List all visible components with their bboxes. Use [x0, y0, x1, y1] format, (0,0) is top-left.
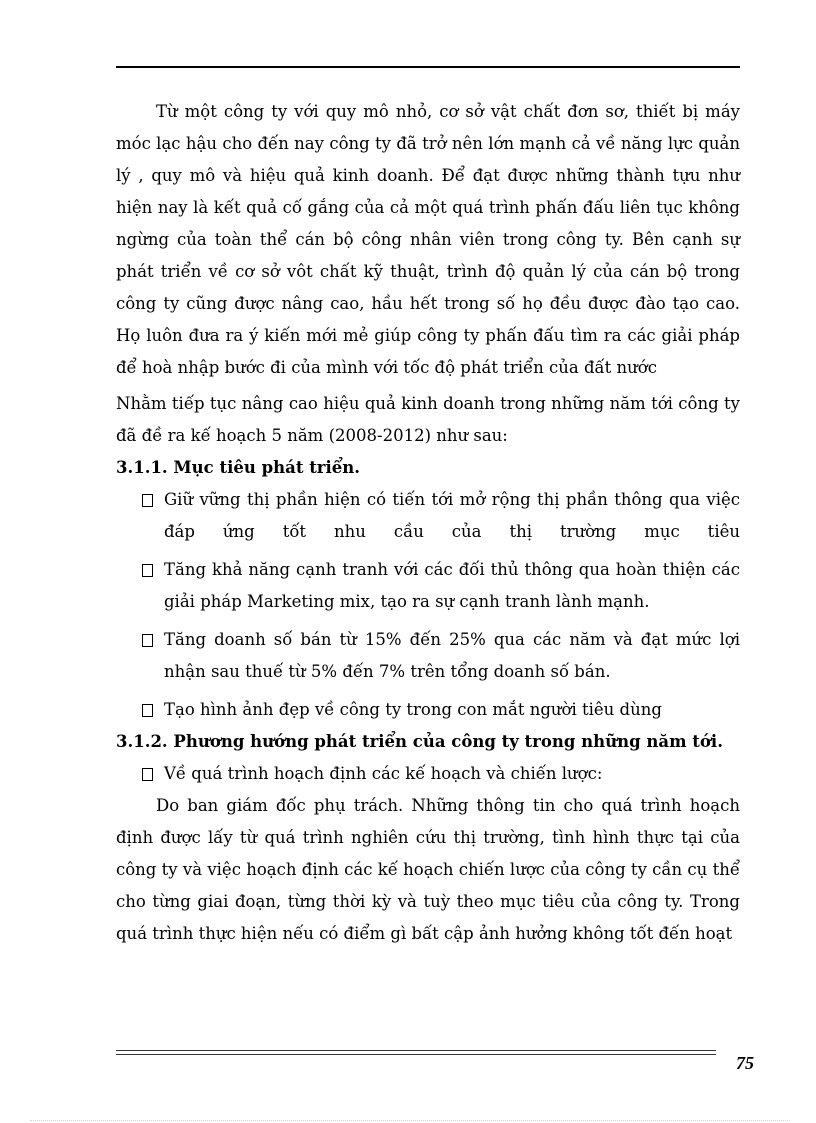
checkbox-bullet-icon	[142, 768, 153, 781]
section-311-heading: 3.1.1. Mục tiêu phát triển.	[116, 458, 361, 477]
list-item	[116, 484, 740, 548]
list-item-text: Tăng doanh số bán từ 15% đến 25% qua các năm và đạt mức lợi nhận sau thuế từ 5% đến 7% trên tổng doanh số bán.	[164, 630, 740, 681]
section-312-heading: 3.1.2. Phương hướng phát triển của công ty trong những năm tới.	[116, 732, 723, 751]
page-number: 75	[736, 1053, 754, 1073]
footer-rule	[116, 1050, 716, 1055]
checkbox-bullet-icon	[142, 704, 153, 717]
list-item-text: Về quá trình hoạch định các kế hoạch và chiến lược:	[164, 764, 603, 783]
checkbox-bullet-icon	[142, 564, 153, 577]
header-rule	[116, 66, 740, 68]
list-item-text: Tạo hình ảnh đẹp về công ty trong con mắt người tiêu dùng	[164, 700, 662, 719]
list-item	[116, 554, 740, 618]
list-item	[116, 624, 740, 688]
list-item-text: Tăng khả năng cạnh tranh với các đối thủ thông qua hoàn thiện các giải pháp Marketing mix, tạo ra sự cạnh tranh lành mạnh.	[164, 560, 740, 611]
page-bottom-edge	[30, 1120, 790, 1121]
intro-paragraph: Từ một công ty với quy mô nhỏ, cơ sở vật chất đơn sơ, thiết bị máy móc lạc hậu cho đến nay công ty đã trở nên lớn mạnh cả về năng lực quản lý , quy mô và hiệu quả kinh doanh. Để đạt được những thành tựu như hiện nay là kết quả cố gắng của cả một quá trình phấn đấu liên tục không ngừng của toàn thể cán bộ công nhân viên trong công ty. Bên cạnh sự phát triển về cơ sở vôt chất kỹ thuật, trình độ quản lý của cán bộ trong công ty cũng được nâng cao, hầu hết trong số họ đều được đào tạo cao. Họ luôn đưa ra ý kiến mới mẻ giúp công ty phấn đấu tìm ra các giải pháp để hoà nhập bước đi của mình với tốc độ phát triển của đất nước	[116, 102, 740, 377]
plan-paragraph: Nhằm tiếp tục nâng cao hiệu quả kinh doanh trong những năm tới công ty đã đề ra kế hoạch 5 năm (2008-2012) như sau:	[116, 394, 740, 445]
document-body	[116, 96, 740, 950]
list-item	[116, 694, 740, 726]
list-item	[116, 758, 740, 790]
list-item-text: Giữ vững thị phần hiện có tiến tới mở rộng thị phần thông qua việc đáp ứng tốt nhu cầu của thị trường mục tiêu	[164, 490, 740, 541]
checkbox-bullet-icon	[142, 494, 153, 507]
checkbox-bullet-icon	[142, 634, 153, 647]
section-312-paragraph: Do ban giám đốc phụ trách. Những thông tin cho quá trình hoạch định được lấy từ quá trình nghiên cứu thị trường, tình hình thực tại của công ty và việc hoạch định các kế hoạch chiến lược của công ty cần cụ thể cho từng giai đoạn, từng thời kỳ và tuỳ theo mục tiêu của công ty. Trong quá trình thực hiện nếu có điểm gì bất cập ảnh hưởng không tốt đến hoạt	[116, 796, 740, 943]
